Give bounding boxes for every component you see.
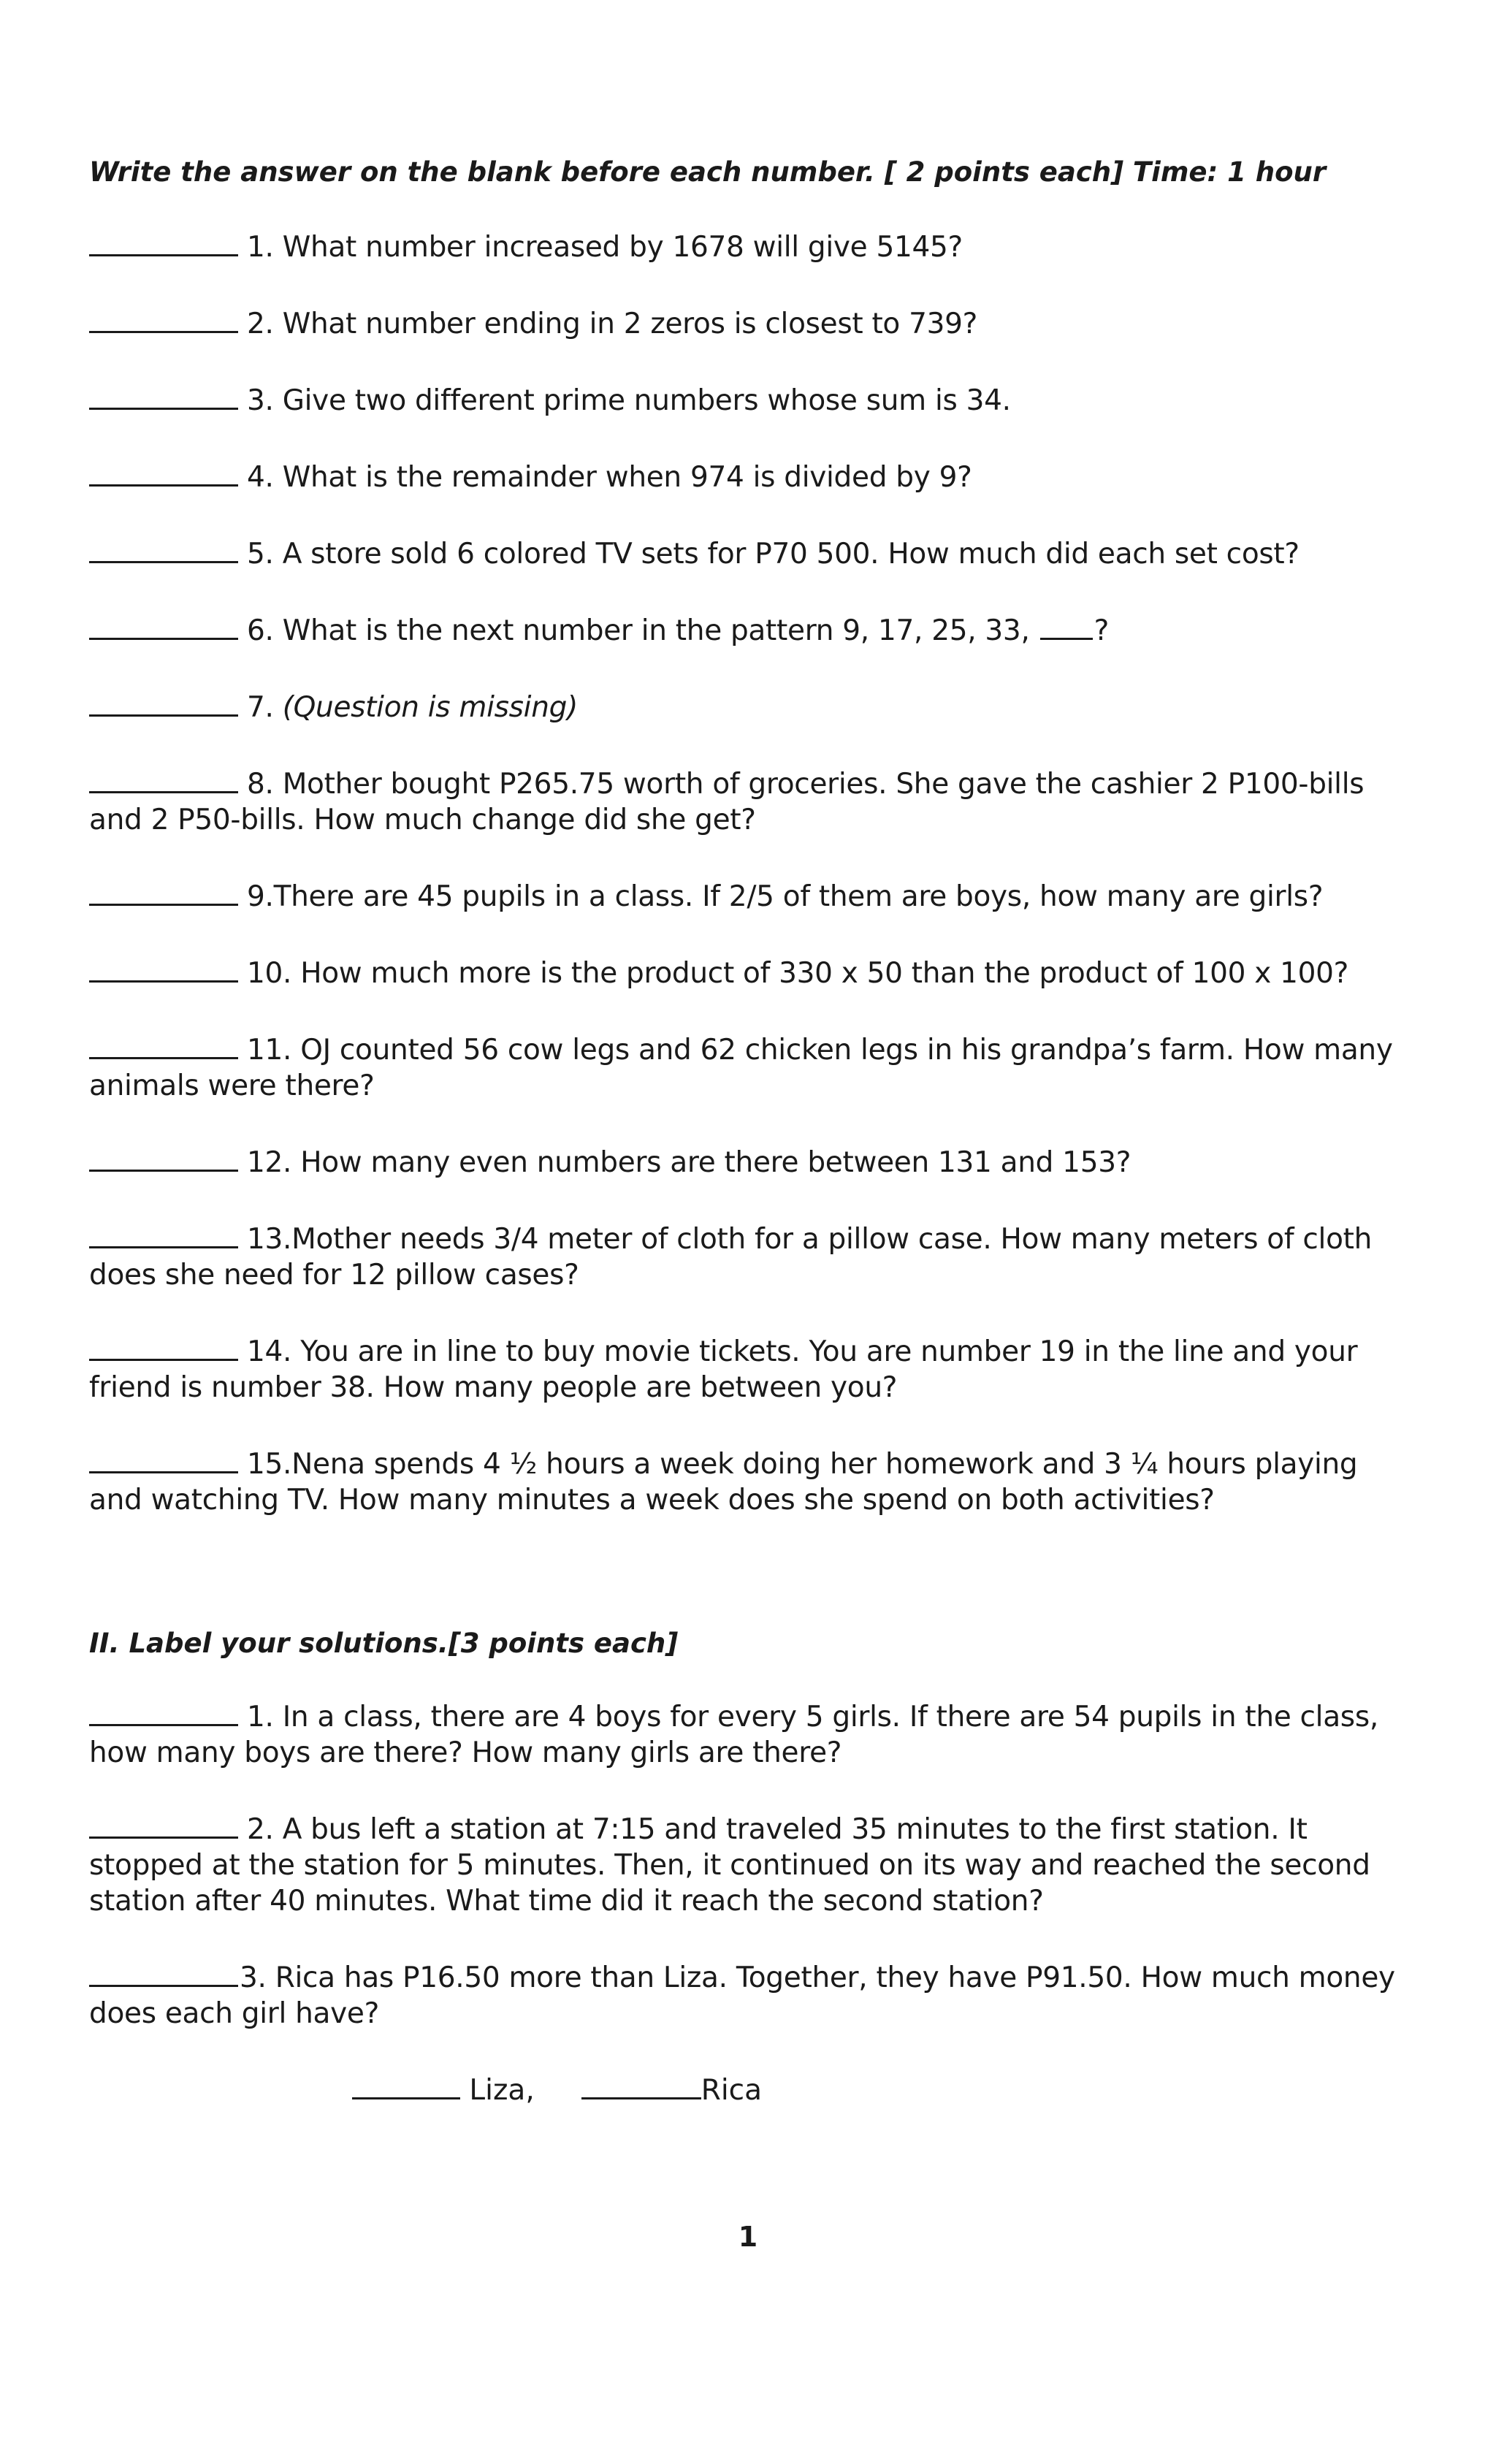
question-3: 3. Give two different prime numbers whose sum is 34. (89, 378, 1419, 419)
answer-blank-1[interactable] (89, 225, 238, 256)
question-15: 15.Nena spends 4 ½ hours a week doing her homework and 3 ¼ hours playing and watching TV. How many minutes a week does she spend on both activities? (89, 1442, 1419, 1518)
answer-blank-6[interactable] (89, 609, 238, 640)
section1-questions (89, 225, 1419, 1518)
section1-instructions: Write the answer on the blank before each number. [ 2 points each] Time: 1 hour (89, 156, 1327, 188)
solution-blank-1[interactable] (89, 1695, 238, 1726)
question-11: 11. OJ counted 56 cow legs and 62 chicken legs in his grandpa’s farm. How many animals were there? (89, 1028, 1419, 1104)
solution-blank-3[interactable] (89, 1956, 238, 1987)
answer-blank-3[interactable] (89, 378, 238, 410)
answer-blank-7[interactable] (89, 685, 238, 717)
question-5: 5. A store sold 6 colored TV sets for P70 500. How much did each set cost? (89, 532, 1419, 572)
answer-blank-2[interactable] (89, 302, 238, 333)
worksheet-page (89, 153, 1419, 2108)
answer-blank-14[interactable] (89, 1330, 238, 1361)
question-8: 8. Mother bought P265.75 worth of groceries. She gave the cashier 2 P100-bills and 2 P50-bills. How much change did she get? (89, 762, 1419, 838)
question-1: 1. What number increased by 1678 will give 5145? (89, 225, 1419, 265)
rica-answer: Rica (581, 2074, 762, 2107)
question-13: 13.Mother needs 3/4 meter of cloth for a pillow case. How many meters of cloth does she need for 12 pillow cases? (89, 1217, 1419, 1293)
problem-3: 3. Rica has P16.50 more than Liza. Together, they have P91.50. How much money does each girl have? (89, 1956, 1419, 2032)
section2-instructions: II. Label your solutions.[3 points each] (89, 1628, 679, 1659)
problem-1: 1. In a class, there are 4 boys for every 5 girls. If there are 54 pupils in the class, how many boys are there? How many girls are there? (89, 1695, 1419, 1771)
answer-blank-11[interactable] (89, 1028, 238, 1059)
answer-blank-4[interactable] (89, 455, 238, 487)
question-2: 2. What number ending in 2 zeros is closest to 739? (89, 302, 1419, 342)
pattern-blank[interactable] (1040, 610, 1093, 640)
answer-blank-12[interactable] (89, 1140, 238, 1172)
question-4: 4. What is the remainder when 974 is divided by 9? (89, 455, 1419, 495)
answer-blank-10[interactable] (89, 951, 238, 983)
answer-blank-9[interactable] (89, 874, 238, 906)
rica-blank[interactable] (581, 2068, 701, 2099)
money-answer-row (352, 2068, 1419, 2108)
problem-2: 2. A bus left a station at 7:15 and traveled 35 minutes to the first station. It stopped at the station for 5 minutes. Then, it continued on its way and reached the second station after 40 minutes. What time did it reach the second station? (89, 1807, 1419, 1919)
question-9: 9.There are 45 pupils in a class. If 2/5 of them are boys, how many are girls? (89, 874, 1419, 915)
section2-questions (89, 1695, 1419, 2108)
solution-blank-2[interactable] (89, 1807, 238, 1839)
answer-blank-15[interactable] (89, 1442, 238, 1473)
question-10: 10. How much more is the product of 330 x 50 than the product of 100 x 100? (89, 951, 1419, 991)
answer-blank-8[interactable] (89, 762, 238, 793)
answer-blank-13[interactable] (89, 1217, 238, 1248)
answer-blank-5[interactable] (89, 532, 238, 563)
question-6: 6. What is the next number in the pattern 9, 17, 25, 33, ? (89, 609, 1419, 649)
question-7: 7. (Question is missing) (89, 685, 1419, 725)
liza-answer: Liza, (352, 2074, 535, 2107)
page-number: 1 (738, 2221, 758, 2253)
liza-blank[interactable] (352, 2068, 460, 2099)
question-14: 14. You are in line to buy movie tickets. You are number 19 in the line and your friend is number 38. How many people are between you? (89, 1330, 1419, 1405)
question-12: 12. How many even numbers are there between 131 and 153? (89, 1140, 1419, 1180)
